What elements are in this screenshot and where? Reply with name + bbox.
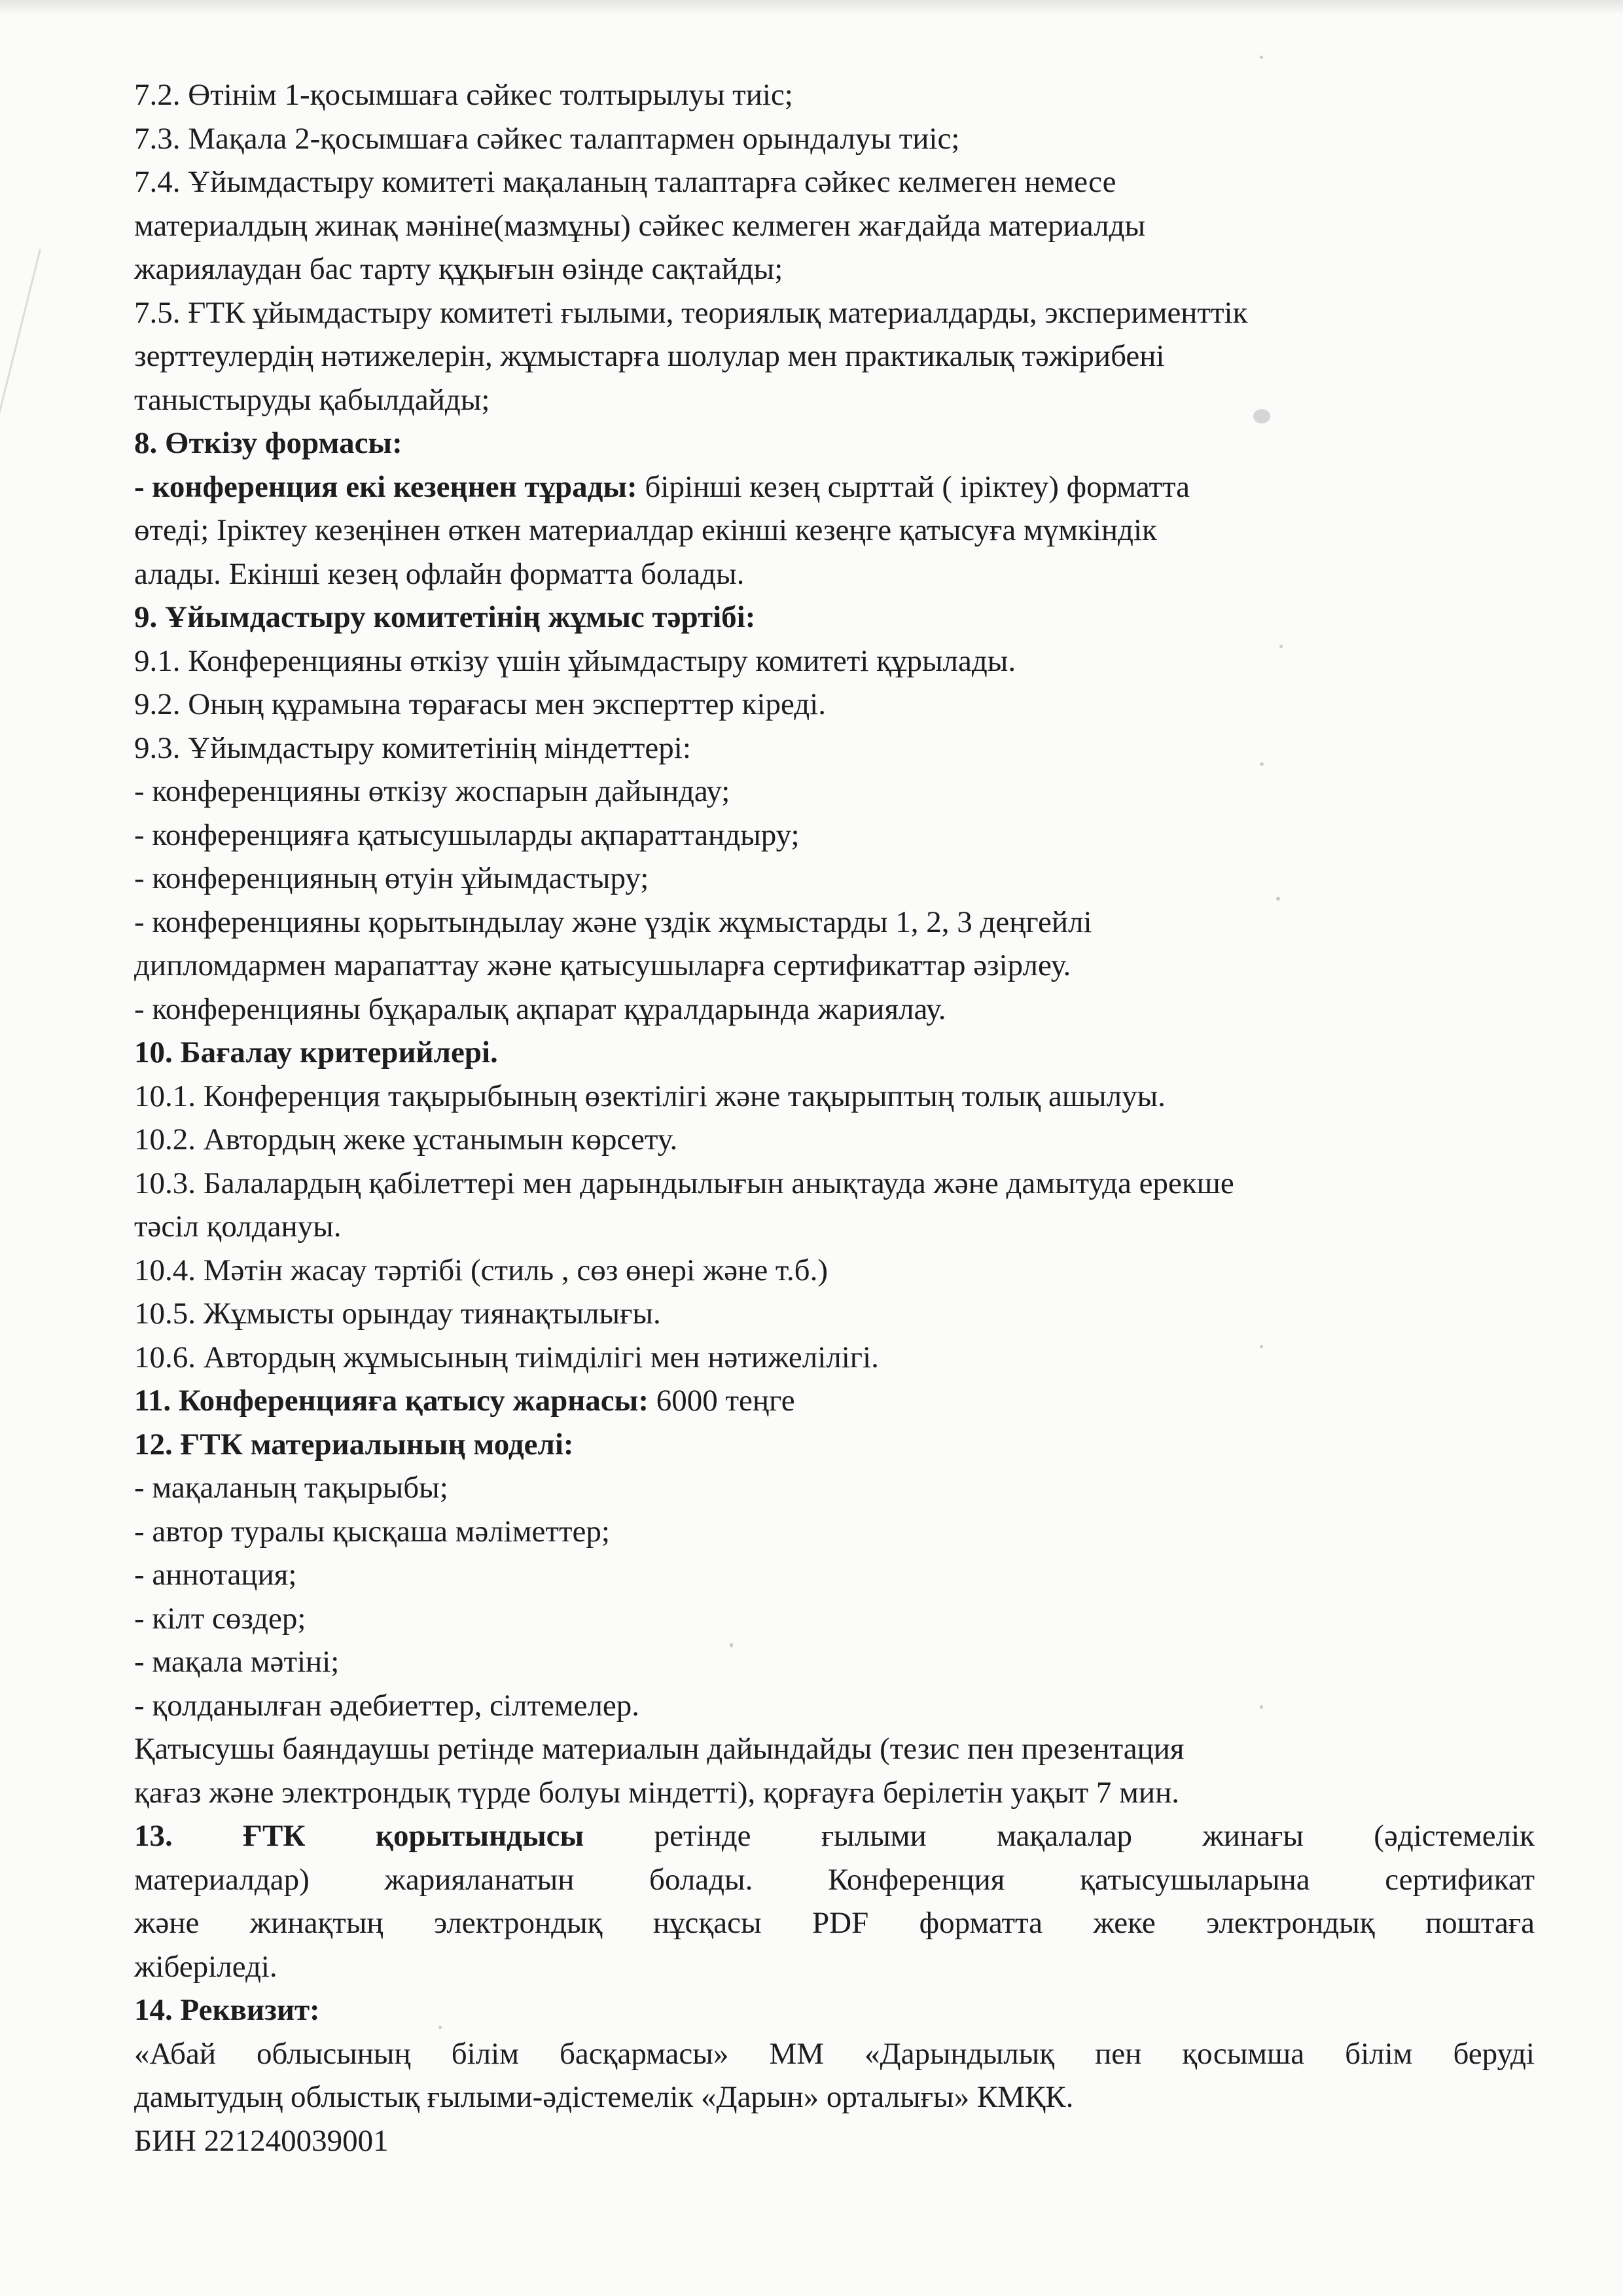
text-line — [134, 857, 1535, 901]
text-line — [134, 1771, 1535, 1815]
text-line — [134, 1945, 1535, 1989]
section-heading — [134, 1423, 1535, 1467]
text-run: 9.2. Оның құрамына төрағасы мен эксперттер кіреді. — [134, 687, 826, 721]
text-line — [134, 639, 1535, 683]
text-line — [134, 1466, 1535, 1510]
scan-fold-mark — [0, 249, 41, 694]
text-run: 9.3. Ұйымдастыру комитетінің міндеттері: — [134, 730, 691, 765]
text-run: өтеді; Іріктеу кезеңінен өткен материалдар екінші кезеңге қатысуға мүмкіндік — [134, 513, 1157, 547]
text-line — [134, 901, 1535, 944]
text-line — [134, 1640, 1535, 1684]
text-line — [134, 1205, 1535, 1249]
document-body — [134, 73, 1535, 2162]
text-line — [134, 814, 1535, 857]
text-line — [134, 1249, 1535, 1293]
text-run: - мақала мәтіні; — [134, 1645, 340, 1679]
text-run: дипломдармен марапаттау және қатысушыларға сертификаттар әзірлеу. — [134, 948, 1071, 982]
text-run: 10.4. Мәтін жасау тәртібі (стиль , сөз өнері және т.б.) — [134, 1253, 829, 1287]
text-run: 7.4. Ұйымдастыру комитеті мақаланың талаптарға сәйкес келмеген немесе — [134, 165, 1116, 199]
text-line — [134, 944, 1535, 988]
text-line — [134, 1118, 1535, 1162]
text-run: материалдар) жарияланатын болады. Конференция қатысушыларына сертификат — [134, 1862, 1535, 1897]
text-run: 10.3. Балалардың қабілеттері мен дарындылығын анықтауда және дамытуда ерекше — [134, 1166, 1234, 1200]
text-run: 14. Реквизит: — [134, 1993, 320, 2027]
text-run: жариялаудан бас тарту құқығын өзінде сақтайды; — [134, 252, 783, 286]
text-run: тәсіл қолдануы. — [134, 1210, 342, 1244]
text-run: - кілт сөздер; — [134, 1601, 306, 1636]
text-line — [134, 1901, 1535, 1945]
text-run: 7.5. ҒТК ұйымдастыру комитеті ғылыми, теориялық материалдарды, эксперименттік — [134, 295, 1248, 330]
text-line — [134, 334, 1535, 378]
section-heading — [134, 1031, 1535, 1075]
text-run: - конференцияның өтуін ұйымдастыру; — [134, 861, 649, 895]
text-run: жіберіледі. — [134, 1949, 277, 1984]
text-line — [134, 988, 1535, 1031]
text-line — [134, 117, 1535, 161]
text-line — [134, 1727, 1535, 1771]
text-run: 9.1. Конференцияны өткізу үшін ұйымдастыру комитеті құрылады. — [134, 643, 1016, 678]
bold-run: 13. ҒТК қорытындысы — [134, 1819, 584, 1853]
text-line — [134, 1075, 1535, 1119]
text-run: қағаз және электрондық түрде болуы міндетті), қорғауға берілетін уақыт 7 мин. — [134, 1775, 1179, 1810]
text-run: 10.5. Жұмысты орындау тиянақтылығы. — [134, 1297, 661, 1331]
scan-top-edge — [0, 0, 1623, 14]
section-heading — [134, 422, 1535, 465]
text-line — [134, 1553, 1535, 1597]
text-line — [134, 204, 1535, 248]
text-run: - конференцияны қорытындылау және үздік жұмыстарды 1, 2, 3 деңгейлі — [134, 905, 1092, 939]
text-line — [134, 509, 1535, 552]
text-run: - мақаланың тақырыбы; — [134, 1471, 448, 1505]
text-run: 10.2. Автордың жеке ұстанымын көрсету. — [134, 1122, 678, 1157]
text-line — [134, 1510, 1535, 1554]
text-line — [134, 73, 1535, 117]
bold-run: - конференция екі кезеңнен тұрады: — [134, 469, 637, 504]
text-run: 9. Ұйымдастыру комитетінің жұмыс тәртібі: — [134, 600, 756, 634]
text-line — [134, 1814, 1535, 1858]
text-line — [134, 1597, 1535, 1641]
text-run: алады. Екінші кезең офлайн форматта болады. — [134, 556, 745, 591]
text-run: - конференцияны бұқаралық ақпарат құралдарында жариялау. — [134, 992, 946, 1026]
text-run: 10. Бағалау критерийлері. — [134, 1035, 498, 1069]
text-run: «Абай облысының білім басқармасы» ММ «Дарындылық пен қосымша білім беруді — [134, 2036, 1535, 2071]
section-heading — [134, 596, 1535, 639]
bold-run: 11. Конференцияға қатысу жарнасы: — [134, 1384, 649, 1418]
text-line — [134, 465, 1535, 509]
text-run: 8. Өткізу формасы: — [134, 426, 402, 460]
text-run: және жинақтың электрондық нұсқасы PDF форматта жеке электрондық поштаға — [134, 1906, 1535, 1940]
text-run: ретінде ғылыми мақалалар жинағы (әдістемелік — [584, 1819, 1535, 1853]
text-line — [134, 160, 1535, 204]
text-line — [134, 770, 1535, 814]
text-line — [134, 1858, 1535, 1902]
text-line — [134, 726, 1535, 770]
text-run: 7.2. Өтінім 1-қосымшаға сәйкес толтырылуы тиіс; — [134, 78, 793, 112]
text-run: БИН 221240039001 — [134, 2123, 389, 2158]
text-line — [134, 1379, 1535, 1423]
text-run: дамытудың облыстық ғылыми-әдістемелік «Дарын» орталығы» КМҚК. — [134, 2080, 1074, 2114]
text-run: - автор туралы қысқаша мәліметтер; — [134, 1514, 610, 1549]
text-line — [134, 1162, 1535, 1206]
text-line — [134, 378, 1535, 422]
text-line — [134, 291, 1535, 335]
text-line — [134, 552, 1535, 596]
text-line — [134, 1336, 1535, 1380]
text-run: 6000 теңге — [649, 1384, 795, 1418]
text-run: - конференцияға қатысушыларды ақпараттандыру; — [134, 817, 800, 852]
text-run: материалдың жинақ мәніне(мазмұны) сәйкес келмеген жағдайда материалды — [134, 208, 1146, 243]
text-run: таныстыруды қабылдайды; — [134, 382, 490, 417]
text-line — [134, 2119, 1535, 2163]
section-heading — [134, 1988, 1535, 2032]
text-run: зерттеулердің нәтижелерін, жұмыстарға шолулар мен практикалық тәжірибені — [134, 339, 1165, 373]
text-line — [134, 2032, 1535, 2076]
text-run: Қатысушы баяндаушы ретінде материалын дайындайды (тезис пен презентация — [134, 1732, 1185, 1766]
text-run: - конференцияны өткізу жоспарын дайындау; — [134, 774, 730, 808]
text-run: - қолданылған әдебиеттер, сілтемелер. — [134, 1688, 640, 1723]
text-line — [134, 247, 1535, 291]
text-line — [134, 1684, 1535, 1728]
scan-speck — [1260, 56, 1263, 59]
text-run: 7.3. Мақала 2-қосымшаға сәйкес талаптармен орындалуы тиіс; — [134, 121, 960, 156]
text-run: 12. ҒТК материалының моделі: — [134, 1427, 574, 1462]
text-run: 10.6. Автордың жұмысының тиімділігі мен нәтижелілігі. — [134, 1340, 879, 1374]
text-line — [134, 2075, 1535, 2119]
text-run: 10.1. Конференция тақырыбының өзектілігі және тақырыптың толық ашылуы. — [134, 1079, 1166, 1113]
text-run: - аннотация; — [134, 1558, 297, 1592]
text-run: бірінші кезең сырттай ( іріктеу) форматта — [637, 469, 1190, 504]
text-line — [134, 683, 1535, 726]
text-line — [134, 1292, 1535, 1336]
